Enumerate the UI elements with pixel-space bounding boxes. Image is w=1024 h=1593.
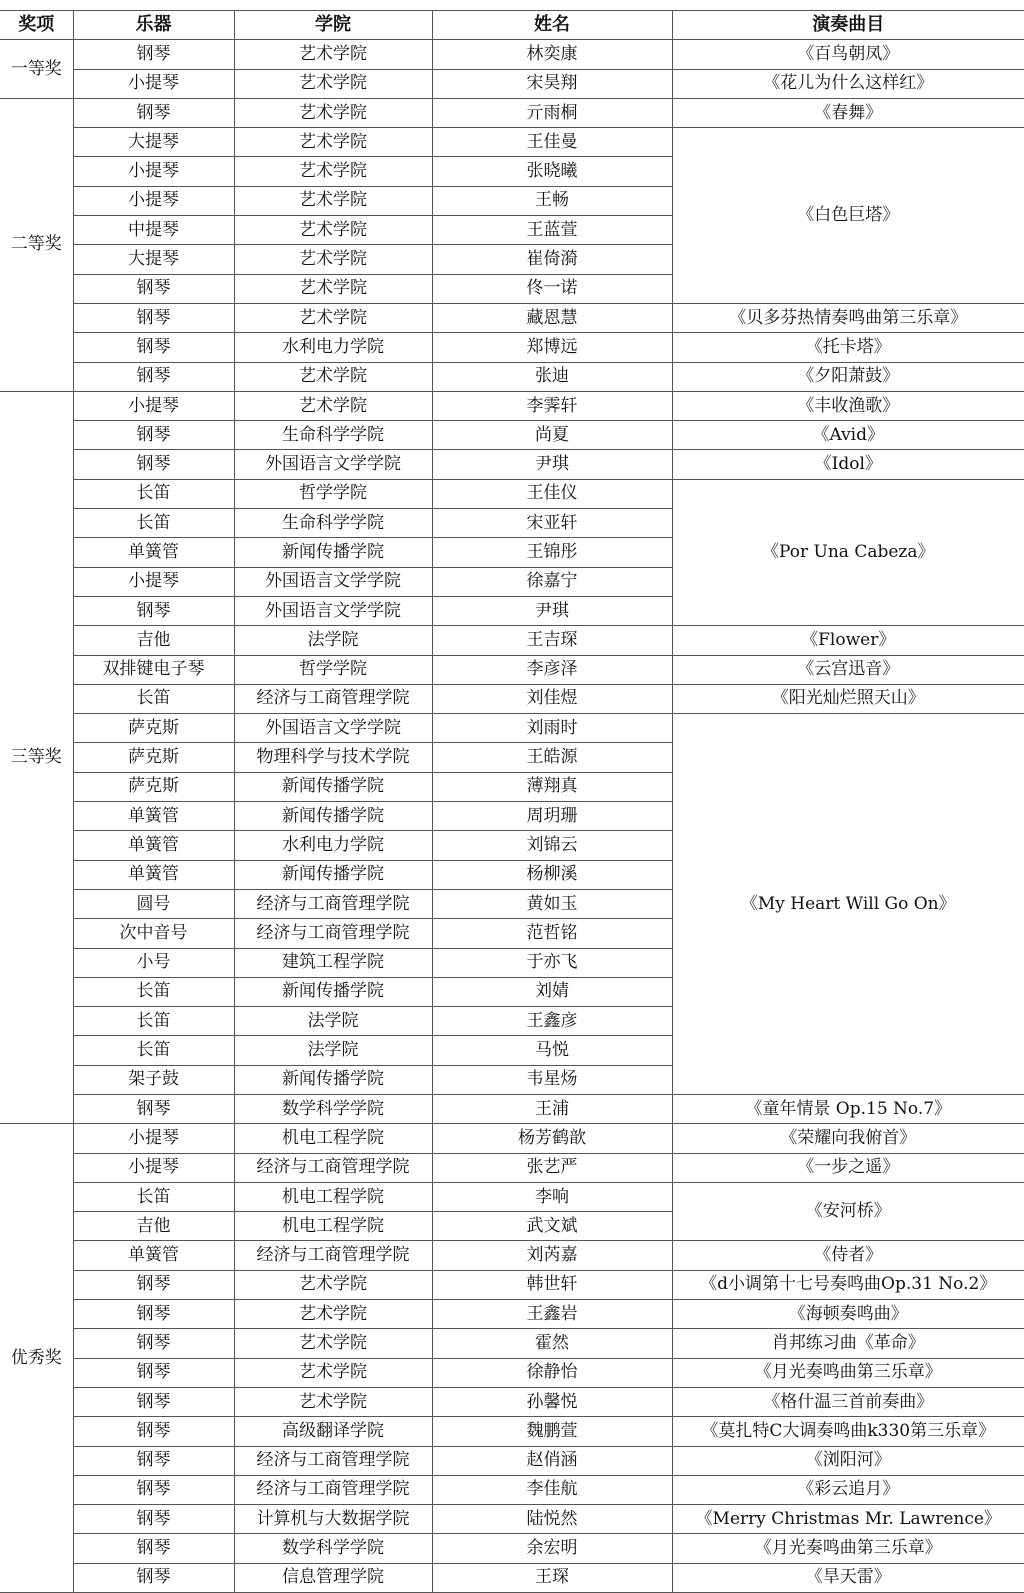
name-cell: 尹琪 <box>432 450 672 479</box>
table-row <box>0 1358 1024 1387</box>
college-cell: 经济与工商管理学院 <box>234 684 432 713</box>
table-row <box>0 69 1024 98</box>
college-cell: 法学院 <box>234 1036 432 1065</box>
name-cell: 刘芮嘉 <box>432 1241 672 1270</box>
table-row <box>0 1505 1024 1534</box>
college-cell: 艺术学院 <box>234 128 432 157</box>
piece-cell: 《春舞》 <box>672 98 1024 127</box>
name-cell: 张晓曦 <box>432 157 672 186</box>
name-cell: 杨芳鹤歆 <box>432 1124 672 1153</box>
instrument-cell: 长笛 <box>73 1182 234 1211</box>
header-instrument: 乐器 <box>73 11 234 40</box>
instrument-cell: 长笛 <box>73 977 234 1006</box>
table-row <box>0 1124 1024 1153</box>
award-cell: 一等奖 <box>0 40 73 99</box>
name-cell: 佟一诺 <box>432 274 672 303</box>
college-cell: 水利电力学院 <box>234 333 432 362</box>
instrument-cell: 钢琴 <box>73 333 234 362</box>
name-cell: 周玥珊 <box>432 802 672 831</box>
college-cell: 哲学学院 <box>234 655 432 684</box>
instrument-cell: 钢琴 <box>73 1446 234 1475</box>
table-row <box>0 391 1024 420</box>
college-cell: 高级翻译学院 <box>234 1417 432 1446</box>
name-cell: 王皓源 <box>432 743 672 772</box>
instrument-cell: 钢琴 <box>73 1358 234 1387</box>
college-cell: 生命科学学院 <box>234 421 432 450</box>
table-row <box>0 479 1024 508</box>
name-cell: 陆悦然 <box>432 1505 672 1534</box>
instrument-cell: 钢琴 <box>73 274 234 303</box>
college-cell: 艺术学院 <box>234 1300 432 1329</box>
instrument-cell: 钢琴 <box>73 1329 234 1358</box>
college-cell: 数学科学学院 <box>234 1534 432 1563</box>
header-award: 奖项 <box>0 11 73 40</box>
name-cell: 藏恩慧 <box>432 303 672 332</box>
name-cell: 王浦 <box>432 1094 672 1123</box>
instrument-cell: 钢琴 <box>73 1505 234 1534</box>
name-cell: 杨柳溪 <box>432 860 672 889</box>
instrument-cell: 萨克斯 <box>73 772 234 801</box>
table-row <box>0 333 1024 362</box>
name-cell: 于亦飞 <box>432 948 672 977</box>
name-cell: 马悦 <box>432 1036 672 1065</box>
college-cell: 艺术学院 <box>234 245 432 274</box>
name-cell: 孙馨悦 <box>432 1387 672 1416</box>
instrument-cell: 吉他 <box>73 1212 234 1241</box>
instrument-cell: 单簧管 <box>73 831 234 860</box>
instrument-cell: 长笛 <box>73 1036 234 1065</box>
college-cell: 艺术学院 <box>234 157 432 186</box>
college-cell: 物理科学与技术学院 <box>234 743 432 772</box>
piece-cell: 《月光奏鸣曲第三乐章》 <box>672 1358 1024 1387</box>
college-cell: 水利电力学院 <box>234 831 432 860</box>
table-row <box>0 303 1024 332</box>
name-cell: 尹琪 <box>432 596 672 625</box>
instrument-cell: 萨克斯 <box>73 743 234 772</box>
instrument-cell: 钢琴 <box>73 303 234 332</box>
piece-cell: 《白色巨塔》 <box>672 128 1024 304</box>
name-cell: 武文斌 <box>432 1212 672 1241</box>
instrument-cell: 钢琴 <box>73 450 234 479</box>
college-cell: 艺术学院 <box>234 303 432 332</box>
college-cell: 艺术学院 <box>234 40 432 69</box>
college-cell: 新闻传播学院 <box>234 1065 432 1094</box>
college-cell: 机电工程学院 <box>234 1182 432 1211</box>
piece-cell: 《安河桥》 <box>672 1182 1024 1241</box>
name-cell: 张迪 <box>432 362 672 391</box>
name-cell: 王佳仪 <box>432 479 672 508</box>
name-cell: 林奕康 <box>432 40 672 69</box>
piece-cell: 《托卡塔》 <box>672 333 1024 362</box>
piece-cell: 《阳光灿烂照天山》 <box>672 684 1024 713</box>
table-row <box>0 128 1024 157</box>
piece-cell: 《旱天雷》 <box>672 1563 1024 1592</box>
college-cell: 艺术学院 <box>234 362 432 391</box>
instrument-cell: 长笛 <box>73 509 234 538</box>
name-cell: 崔倚漪 <box>432 245 672 274</box>
college-cell: 外国语言文学学院 <box>234 567 432 596</box>
awards-table <box>0 10 1024 1593</box>
college-cell: 艺术学院 <box>234 1329 432 1358</box>
college-cell: 新闻传播学院 <box>234 802 432 831</box>
instrument-cell: 钢琴 <box>73 362 234 391</box>
piece-cell: 肖邦练习曲《革命》 <box>672 1329 1024 1358</box>
table-body <box>0 40 1024 1593</box>
college-cell: 计算机与大数据学院 <box>234 1505 432 1534</box>
award-cell: 二等奖 <box>0 98 73 391</box>
table-row <box>0 1534 1024 1563</box>
college-cell: 新闻传播学院 <box>234 977 432 1006</box>
table-row <box>0 1329 1024 1358</box>
college-cell: 经济与工商管理学院 <box>234 1446 432 1475</box>
instrument-cell: 萨克斯 <box>73 714 234 743</box>
instrument-cell: 钢琴 <box>73 1563 234 1592</box>
piece-cell: 《花儿为什么这样红》 <box>672 69 1024 98</box>
college-cell: 新闻传播学院 <box>234 538 432 567</box>
name-cell: 霍然 <box>432 1329 672 1358</box>
table-row <box>0 1475 1024 1504</box>
name-cell: 王锦彤 <box>432 538 672 567</box>
instrument-cell: 小提琴 <box>73 1153 234 1182</box>
instrument-cell: 钢琴 <box>73 1300 234 1329</box>
college-cell: 艺术学院 <box>234 69 432 98</box>
piece-cell: 《丰收渔歌》 <box>672 391 1024 420</box>
instrument-cell: 中提琴 <box>73 216 234 245</box>
name-cell: 郑博远 <box>432 333 672 362</box>
college-cell: 外国语言文学学院 <box>234 714 432 743</box>
name-cell: 王琛 <box>432 1563 672 1592</box>
college-cell: 建筑工程学院 <box>234 948 432 977</box>
piece-cell: 《夕阳萧鼓》 <box>672 362 1024 391</box>
table-row <box>0 98 1024 127</box>
college-cell: 艺术学院 <box>234 274 432 303</box>
name-cell: 李响 <box>432 1182 672 1211</box>
piece-cell: 《海顿奏鸣曲》 <box>672 1300 1024 1329</box>
header-name: 姓名 <box>432 11 672 40</box>
award-cell: 三等奖 <box>0 391 73 1123</box>
instrument-cell: 钢琴 <box>73 1387 234 1416</box>
piece-cell: 《一步之遥》 <box>672 1153 1024 1182</box>
piece-cell: 《d小调第十七号奏鸣曲Op.31 No.2》 <box>672 1270 1024 1299</box>
instrument-cell: 小提琴 <box>73 186 234 215</box>
instrument-cell: 钢琴 <box>73 98 234 127</box>
name-cell: 黄如玉 <box>432 889 672 918</box>
instrument-cell: 架子鼓 <box>73 1065 234 1094</box>
instrument-cell: 大提琴 <box>73 245 234 274</box>
college-cell: 机电工程学院 <box>234 1212 432 1241</box>
piece-cell: 《百鸟朝凤》 <box>672 40 1024 69</box>
college-cell: 艺术学院 <box>234 186 432 215</box>
name-cell: 徐静怡 <box>432 1358 672 1387</box>
instrument-cell: 小提琴 <box>73 567 234 596</box>
table-row <box>0 626 1024 655</box>
piece-cell: 《Idol》 <box>672 450 1024 479</box>
table-row <box>0 40 1024 69</box>
instrument-cell: 钢琴 <box>73 1475 234 1504</box>
instrument-cell: 钢琴 <box>73 421 234 450</box>
name-cell: 魏鹏萱 <box>432 1417 672 1446</box>
table-row <box>0 421 1024 450</box>
name-cell: 王畅 <box>432 186 672 215</box>
table-row <box>0 450 1024 479</box>
name-cell: 王鑫彦 <box>432 1007 672 1036</box>
name-cell: 亓雨桐 <box>432 98 672 127</box>
header-college: 学院 <box>234 11 432 40</box>
header-piece: 演奏曲目 <box>672 11 1024 40</box>
instrument-cell: 长笛 <box>73 1007 234 1036</box>
piece-cell: 《荣耀向我俯首》 <box>672 1124 1024 1153</box>
college-cell: 数学科学学院 <box>234 1094 432 1123</box>
instrument-cell: 小提琴 <box>73 157 234 186</box>
instrument-cell: 次中音号 <box>73 919 234 948</box>
instrument-cell: 双排键电子琴 <box>73 655 234 684</box>
instrument-cell: 长笛 <box>73 684 234 713</box>
name-cell: 李霁轩 <box>432 391 672 420</box>
college-cell: 新闻传播学院 <box>234 860 432 889</box>
college-cell: 外国语言文学学院 <box>234 450 432 479</box>
name-cell: 余宏明 <box>432 1534 672 1563</box>
college-cell: 艺术学院 <box>234 98 432 127</box>
instrument-cell: 小号 <box>73 948 234 977</box>
piece-cell: 《月光奏鸣曲第三乐章》 <box>672 1534 1024 1563</box>
instrument-cell: 钢琴 <box>73 1094 234 1123</box>
award-cell: 优秀奖 <box>0 1124 73 1593</box>
college-cell: 经济与工商管理学院 <box>234 889 432 918</box>
name-cell: 宋亚轩 <box>432 509 672 538</box>
piece-cell: 《Avid》 <box>672 421 1024 450</box>
name-cell: 刘佳煜 <box>432 684 672 713</box>
college-cell: 经济与工商管理学院 <box>234 1153 432 1182</box>
college-cell: 艺术学院 <box>234 1358 432 1387</box>
college-cell: 艺术学院 <box>234 216 432 245</box>
table-row <box>0 684 1024 713</box>
instrument-cell: 单簧管 <box>73 1241 234 1270</box>
name-cell: 李彦泽 <box>432 655 672 684</box>
college-cell: 艺术学院 <box>234 1270 432 1299</box>
instrument-cell: 钢琴 <box>73 1534 234 1563</box>
piece-cell: 《侍者》 <box>672 1241 1024 1270</box>
piece-cell: 《贝多芬热情奏鸣曲第三乐章》 <box>672 303 1024 332</box>
table-row <box>0 655 1024 684</box>
college-cell: 外国语言文学学院 <box>234 596 432 625</box>
table-row <box>0 1417 1024 1446</box>
instrument-cell: 圆号 <box>73 889 234 918</box>
college-cell: 艺术学院 <box>234 391 432 420</box>
piece-cell: 《莫扎特C大调奏鸣曲k330第三乐章》 <box>672 1417 1024 1446</box>
instrument-cell: 小提琴 <box>73 391 234 420</box>
name-cell: 刘雨时 <box>432 714 672 743</box>
instrument-cell: 吉他 <box>73 626 234 655</box>
piece-cell: 《童年情景 Op.15 No.7》 <box>672 1094 1024 1123</box>
table-row <box>0 1241 1024 1270</box>
piece-cell: 《My Heart Will Go On》 <box>672 714 1024 1095</box>
table-row <box>0 362 1024 391</box>
table-row <box>0 1387 1024 1416</box>
table-row <box>0 714 1024 743</box>
college-cell: 经济与工商管理学院 <box>234 919 432 948</box>
college-cell: 机电工程学院 <box>234 1124 432 1153</box>
instrument-cell: 长笛 <box>73 479 234 508</box>
name-cell: 徐嘉宁 <box>432 567 672 596</box>
table-row <box>0 1563 1024 1592</box>
piece-cell: 《格什温三首前奏曲》 <box>672 1387 1024 1416</box>
table-row <box>0 1446 1024 1475</box>
instrument-cell: 钢琴 <box>73 596 234 625</box>
piece-cell: 《浏阳河》 <box>672 1446 1024 1475</box>
piece-cell: 《云宫迅音》 <box>672 655 1024 684</box>
instrument-cell: 大提琴 <box>73 128 234 157</box>
name-cell: 范哲铭 <box>432 919 672 948</box>
name-cell: 李佳航 <box>432 1475 672 1504</box>
piece-cell: 《彩云追月》 <box>672 1475 1024 1504</box>
piece-cell: 《Flower》 <box>672 626 1024 655</box>
table-row <box>0 1182 1024 1211</box>
name-cell: 尚夏 <box>432 421 672 450</box>
instrument-cell: 小提琴 <box>73 1124 234 1153</box>
piece-cell: 《Merry Christmas Mr. Lawrence》 <box>672 1505 1024 1534</box>
instrument-cell: 钢琴 <box>73 1417 234 1446</box>
table-row <box>0 1270 1024 1299</box>
college-cell: 哲学学院 <box>234 479 432 508</box>
table-row <box>0 1300 1024 1329</box>
name-cell: 刘婧 <box>432 977 672 1006</box>
name-cell: 王蓝萱 <box>432 216 672 245</box>
name-cell: 刘锦云 <box>432 831 672 860</box>
name-cell: 韩世轩 <box>432 1270 672 1299</box>
college-cell: 新闻传播学院 <box>234 772 432 801</box>
instrument-cell: 小提琴 <box>73 69 234 98</box>
instrument-cell: 单簧管 <box>73 802 234 831</box>
college-cell: 艺术学院 <box>234 1387 432 1416</box>
name-cell: 赵俏涵 <box>432 1446 672 1475</box>
instrument-cell: 单簧管 <box>73 538 234 567</box>
name-cell: 薄翔真 <box>432 772 672 801</box>
college-cell: 生命科学学院 <box>234 509 432 538</box>
table-row <box>0 1153 1024 1182</box>
piece-cell: 《Por Una Cabeza》 <box>672 479 1024 625</box>
name-cell: 韦星炀 <box>432 1065 672 1094</box>
header-row <box>0 11 1024 40</box>
college-cell: 经济与工商管理学院 <box>234 1475 432 1504</box>
college-cell: 法学院 <box>234 626 432 655</box>
college-cell: 信息管理学院 <box>234 1563 432 1592</box>
name-cell: 王鑫岩 <box>432 1300 672 1329</box>
name-cell: 张艺严 <box>432 1153 672 1182</box>
college-cell: 法学院 <box>234 1007 432 1036</box>
instrument-cell: 钢琴 <box>73 40 234 69</box>
college-cell: 经济与工商管理学院 <box>234 1241 432 1270</box>
name-cell: 王吉琛 <box>432 626 672 655</box>
instrument-cell: 钢琴 <box>73 1270 234 1299</box>
table-row <box>0 1094 1024 1123</box>
name-cell: 王佳曼 <box>432 128 672 157</box>
instrument-cell: 单簧管 <box>73 860 234 889</box>
name-cell: 宋昊翔 <box>432 69 672 98</box>
